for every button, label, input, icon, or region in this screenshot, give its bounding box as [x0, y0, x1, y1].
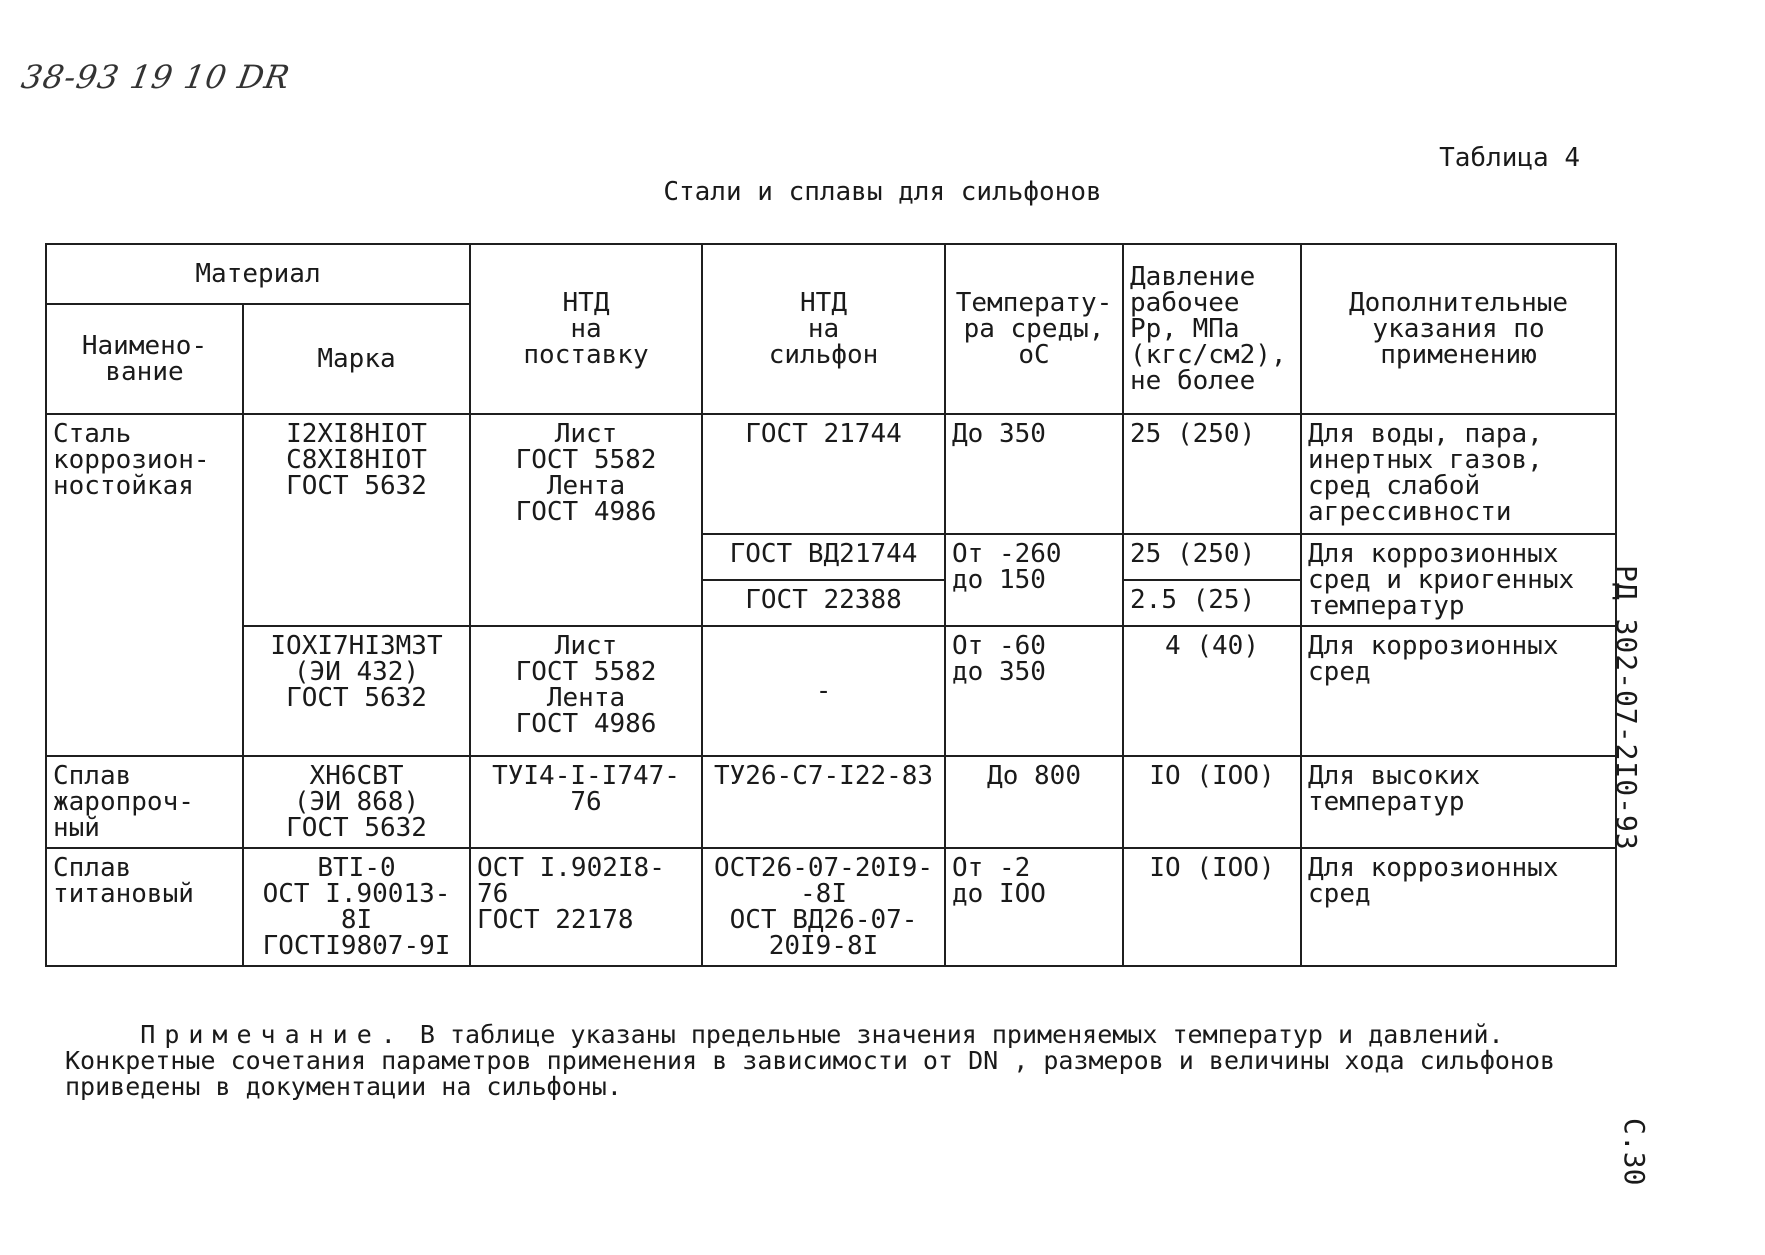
header-temperature: Температу- ра среды, oC — [945, 244, 1123, 414]
cell-notes-steel-1: Для воды, пара, инертных газов, сред слабой агрессивности — [1301, 414, 1616, 534]
table-row — [46, 626, 1616, 756]
header-notes: Дополнительные указания по применению — [1301, 244, 1616, 414]
page-number: С.30 — [1618, 1118, 1651, 1186]
table-title: Стали и сплавы для сильфонов — [663, 177, 1102, 207]
header-grade: Марка — [243, 304, 470, 414]
table-row — [46, 414, 1616, 534]
handwritten-note: 38-93 19 10 DR — [18, 58, 294, 96]
cell-bellows-steel-3: ГОСТ 22388 — [702, 580, 945, 626]
cell-pressure-steel-b: 4 (40) — [1123, 626, 1301, 756]
cell-grade-steel-a: I2XI8HIOT C8XI8HIOT ГОСТ 5632 — [243, 414, 470, 626]
footnote-label: Примечание. — [140, 1020, 405, 1049]
cell-bellows-steel-1: ГОСТ 21744 — [702, 414, 945, 534]
header-pressure: Давление рабочее Pp, МПа (кгс/см2), не более — [1123, 244, 1301, 414]
cell-pressure-titanium: IO (IOO) — [1123, 848, 1301, 966]
header-name: Наимено- вание — [46, 304, 243, 414]
table-number: Таблица 4 — [1439, 143, 1580, 173]
table-row — [46, 756, 1616, 848]
table-row — [46, 848, 1616, 966]
cell-name-heat-alloy: Сплав жаропроч- ный — [46, 756, 243, 848]
cell-bellows-titanium: ОСТ26-07-20I9- -8I ОСТ ВД26-07- 20I9-8I — [702, 848, 945, 966]
cell-bellows-steel-b: - — [702, 626, 945, 756]
cell-name-steel: Сталь коррозион- ностойкая — [46, 414, 243, 756]
cell-bellows-steel-2: ГОСТ ВД21744 — [702, 534, 945, 580]
cell-bellows-heat-alloy: ТУ26-С7-I22-83 — [702, 756, 945, 848]
cell-pressure-steel-1: 25 (250) — [1123, 414, 1301, 534]
cell-temp-steel-b: От -60 до 350 — [945, 626, 1123, 756]
cell-supply-steel-a: Лист ГОСТ 5582 Лента ГОСТ 4986 — [470, 414, 702, 626]
cell-temp-steel-23: От -260 до 150 — [945, 534, 1123, 626]
materials-table — [45, 243, 1617, 967]
cell-grade-steel-b: IOXI7HI3M3T (ЭИ 432) ГОСТ 5632 — [243, 626, 470, 756]
cell-supply-steel-b: Лист ГОСТ 5582 Лента ГОСТ 4986 — [470, 626, 702, 756]
cell-pressure-heat-alloy: IO (IOO) — [1123, 756, 1301, 848]
header-material: Материал — [46, 244, 470, 304]
cell-supply-heat-alloy: ТУI4-I-I747-76 — [470, 756, 702, 848]
header-ntd-supply: НТД на поставку — [470, 244, 702, 414]
cell-temp-steel-1: До 350 — [945, 414, 1123, 534]
cell-name-titanium: Сплав титановый — [46, 848, 243, 966]
header-ntd-bellows: НТД на сильфон — [702, 244, 945, 414]
document-code: РД 302-07-2I0-93 — [1610, 565, 1643, 851]
cell-grade-heat-alloy: XH6CBT (ЭИ 868) ГОСТ 5632 — [243, 756, 470, 848]
cell-notes-steel-23: Для коррозионных сред и криогенных температур — [1301, 534, 1616, 626]
cell-notes-heat-alloy: Для высоких температур — [1301, 756, 1616, 848]
cell-pressure-steel-2: 25 (250) — [1123, 534, 1301, 580]
cell-temp-titanium: От -2 до IOO — [945, 848, 1123, 966]
footnote-text: В таблице указаны предельные значения применяемых температур и давлений. Конкретные сочетания параметров применения в зависимости от DN , размеров и величины хода сильфонов приведены в документации на сильфоны. — [65, 1020, 1556, 1101]
cell-temp-heat-alloy: До 800 — [945, 756, 1123, 848]
cell-pressure-steel-3: 2.5 (25) — [1123, 580, 1301, 626]
table-footnote — [65, 1022, 1605, 1100]
cell-notes-titanium: Для коррозионных сред — [1301, 848, 1616, 966]
cell-notes-steel-b: Для коррозионных сред — [1301, 626, 1616, 756]
cell-grade-titanium: BTI-0 ОСТ I.90013-8I ГОСТI9807-9I — [243, 848, 470, 966]
cell-supply-titanium: ОСТ I.902I8-76 ГОСТ 22178 — [470, 848, 702, 966]
